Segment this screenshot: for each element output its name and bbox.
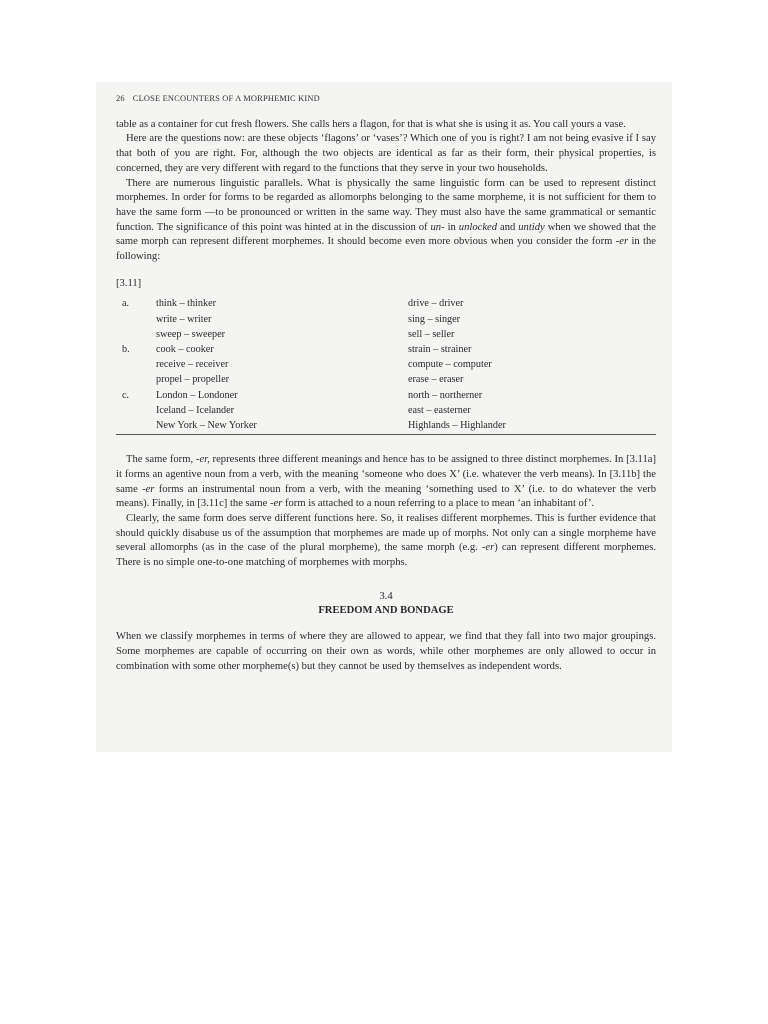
- example-row: [116, 343, 656, 358]
- example-pair-right: erase – eraser: [408, 374, 464, 386]
- example-pair-left: propel – propeller: [156, 374, 229, 386]
- example-pair-left: write – writer: [156, 313, 212, 325]
- example-row: [116, 297, 656, 312]
- example-pair-left: London – Londoner: [156, 389, 238, 401]
- example-pair-left: sweep – sweeper: [156, 328, 226, 340]
- example-rows: [116, 297, 656, 434]
- example-row: [116, 358, 656, 373]
- text-run: There are numerous linguistic parallels. What is physically the same linguistic form can be used to represent distinct morphemes. In order for forms to be regarded as allomorphs belonging to the same morpheme, it is not sufficient for them to have the same form —to be pronounced or written in the same way. They must also have the same grammatical or semantic function. The significance of this point was hinted at in the discussion of: [116, 177, 656, 233]
- example-row: [116, 419, 656, 434]
- text-run: ) can represent different morphemes. There is no simple one-to-one matching of morphemes with morphs.: [116, 542, 657, 569]
- example-pair-right: drive – driver: [408, 298, 464, 310]
- italic-term: -er,: [195, 454, 210, 466]
- text-run: Clearly, the same form does serve different functions here. So, it realises different morphemes. This is further evidence that should quickly disabuse us of the assumption that morphemes are made up of morphs. Not only can a single morpheme have several allomorphs (as in the case of the plural morpheme), the same morph (e.g.: [116, 512, 656, 554]
- italic-term: -er: [481, 542, 495, 554]
- text-run: in: [444, 221, 459, 233]
- example-pair-left: Iceland – Icelander: [156, 404, 235, 416]
- example-pair-left: cook – cooker: [156, 344, 214, 355]
- example-group-marker: c.: [122, 389, 130, 401]
- example-pair-right: strain – strainer: [408, 344, 472, 355]
- text-run: form is attached to a noun referring to a place to mean ‘an inhabitant of’.: [282, 498, 595, 510]
- running-head-title: CLOSE ENCOUNTERS OF A MORPHEMIC KIND: [132, 94, 320, 103]
- italic-term: untidy: [518, 221, 545, 233]
- example-pair-right: Highlands – Highlander: [408, 419, 506, 431]
- example-row: [116, 313, 656, 328]
- text-run: and: [497, 221, 519, 233]
- paragraph-linguistic-parallels: [116, 177, 656, 265]
- example-pair-left: think – thinker: [156, 298, 216, 310]
- italic-term: un-: [430, 221, 445, 233]
- italic-term: -er: [142, 483, 155, 495]
- text-run: forms an instrumental noun from a verb, with the meaning ‘something used to X’ (i.e. to do whatever the verb means). Finally, in [3.11c] the same: [116, 483, 656, 510]
- page-content: [116, 92, 656, 674]
- example-row: [116, 389, 656, 404]
- italic-term: -er: [269, 498, 283, 510]
- example-pair-left: receive – receiver: [156, 359, 229, 371]
- example-pair-right: sell – seller: [408, 328, 455, 340]
- paragraph-questions: Here are the questions now: are these objects ‘flagons’ or ‘vases’? Which one of you is right? I am not being evasive if I say that both of you are right. For, although the two objects are identical as far as their form, their physical properties, is concerned, they are very different with regard to the functions that they serve in your two households.: [116, 133, 656, 174]
- example-group-marker: a.: [122, 298, 130, 310]
- italic-term: unlocked: [458, 221, 498, 233]
- paragraph-continuation: table as a container for cut fresh flowers. She calls hers a flagon, for that is what she is using it as. You call yours a vase.: [116, 118, 626, 130]
- section-number: 3.4: [379, 590, 393, 602]
- example-pair-right: east – easterner: [408, 404, 471, 416]
- example-row: [116, 404, 656, 419]
- italic-term: -er: [615, 236, 629, 248]
- table-bottom-rule: [116, 434, 656, 435]
- paragraph-clearly: [116, 512, 656, 571]
- page-number: 26: [116, 94, 125, 103]
- example-table: [116, 297, 656, 435]
- text-run: in the following:: [116, 236, 657, 263]
- example-pair-right: sing – singer: [408, 313, 461, 325]
- example-pair-right: north – northerner: [408, 389, 483, 401]
- example-pair-left: New York – New Yorker: [156, 419, 257, 431]
- paragraph-classification: When we classify morphemes in terms of where they are allowed to appear, we find that they fall into two major groupings. Some morphemes are capable of occurring on their own as words, while other morphemes are only allowed to occur in combination with some other morpheme(s) but they cannot be used by themselves as independent words.: [116, 631, 656, 672]
- text-run: represents three different meanings and hence has to be assigned to three distinct morphemes. In [3.11a] it forms an agentive noun from a verb, with the meaning ‘someone who does X’ (i.e. whatever the verb means). In [3.11b] the same: [116, 454, 656, 495]
- example-label: [3.11]: [116, 277, 142, 289]
- running-head: [116, 92, 656, 107]
- example-group-marker: b.: [122, 344, 130, 355]
- example-row: [116, 328, 656, 343]
- text-run: when we showed that the same morph can represent different morphemes. It should become even more obvious when you consider the form: [116, 221, 657, 248]
- paragraph-same-form: [116, 453, 656, 512]
- section-title: FREEDOM AND BONDAGE: [318, 605, 454, 617]
- example-row: [116, 373, 656, 388]
- text-run: The same form,: [126, 454, 196, 466]
- example-pair-right: compute – computer: [408, 359, 492, 371]
